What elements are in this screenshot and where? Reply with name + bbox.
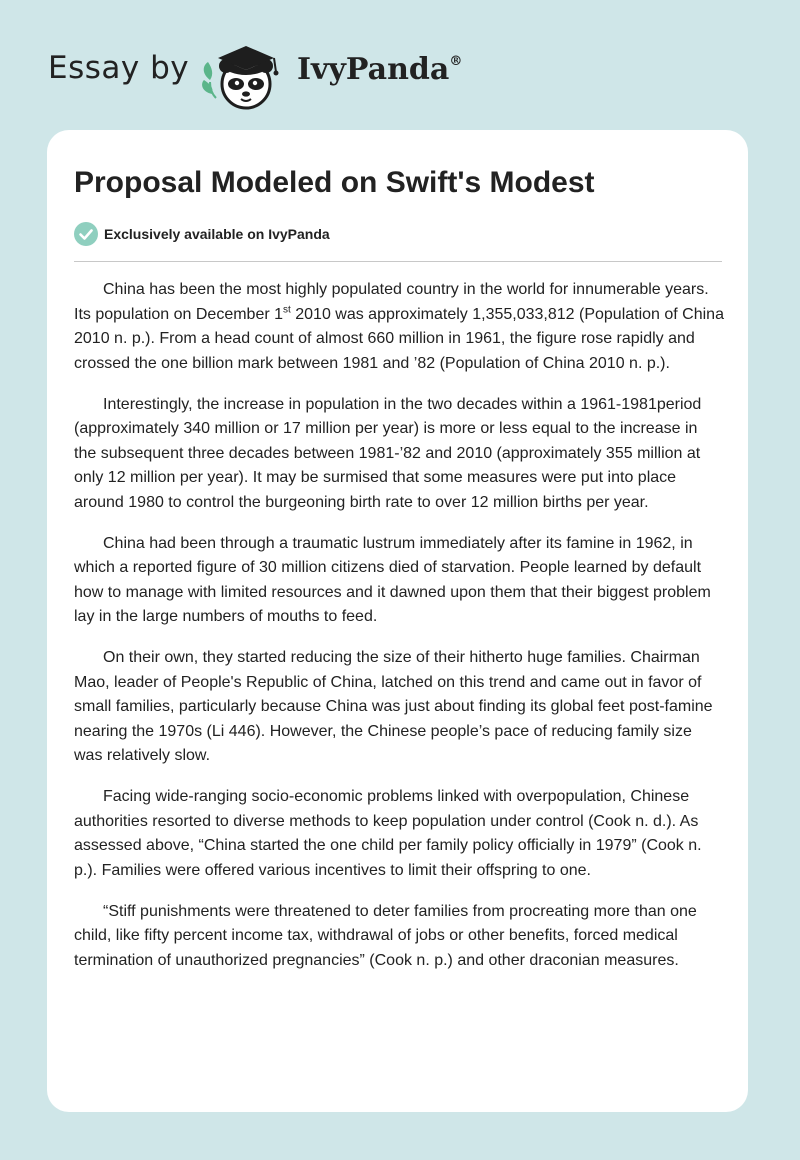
site-header [0, 0, 800, 130]
panda-graduate-icon[interactable] [196, 36, 292, 112]
paragraph-5: Facing wide-ranging socio-economic problems linked with overpopulation, Chinese authorities resorted to diverse methods to keep population under control (Cook n. d.). As assessed above, “China started the one child per family policy officially in 1979” (Cook n. p.). Families were offered various incentives to limit their offspring to one. [74, 788, 702, 879]
paragraph-1: China has been the most highly populated country in the world for innumerable years. Its population on December 1st 2010 was approximately 1,355,033,812 (Population of China 2010 n. p.). From a head count of almost 660 million in 1961, the figure rose rapidly and crossed the one billion mark between 1981 and ’82 (Population of China 2010 n. p.). [74, 281, 724, 372]
title-divider [74, 261, 722, 262]
paragraph-6: “Stiff punishments were threatened to deter families from procreating more than one child, like fifty percent income tax, withdrawal of jobs or other benefits, forced medical termination of unauthorized pregnancies” (Cook n. p.) and other draconian measures. [74, 902, 697, 969]
essay-body [74, 278, 724, 990]
paragraph-3: China had been through a traumatic lustrum immediately after its famine in 1962, in which a reported figure of 30 million citizens died of starvation. People learned by default how to manage with limited resources and it dawned upon them that their biggest problem lay in the large numbers of mouths to feed. [74, 534, 711, 625]
paragraph-4: On their own, they started reducing the size of their hitherto huge families. Chairman Mao, leader of People's Republic of China, latched on this trend and came out in favor of small families, particularly because China was just about finding its global feet post-famine nearing the 1970s (Li 446). However, the Chinese people’s pace of reducing family size was relatively slow. [74, 649, 713, 764]
essay-card [47, 130, 748, 1112]
exclusive-badge-label: Exclusively available on IvyPanda [104, 226, 330, 242]
page-title: Proposal Modeled on Swift's Modest [74, 166, 595, 199]
registered-mark: ® [449, 54, 463, 69]
essay-by-label: Essay by [48, 50, 190, 86]
paragraph-2: Interestingly, the increase in population in the two decades within a 1961-1981period (approximately 340 million or 17 million per year) is more or less equal to the increase in the subsequent three decades between 1981-’82 and 2010 (approximately 355 million at only 12 million per year). It may be surmised that some measures were put into place around 1980 to control the burgeoning birth rate to over 12 million births per year. [74, 395, 702, 511]
exclusive-badge [74, 222, 330, 246]
check-circle-icon [74, 222, 98, 246]
brand-name[interactable]: IvyPanda® [297, 52, 463, 87]
